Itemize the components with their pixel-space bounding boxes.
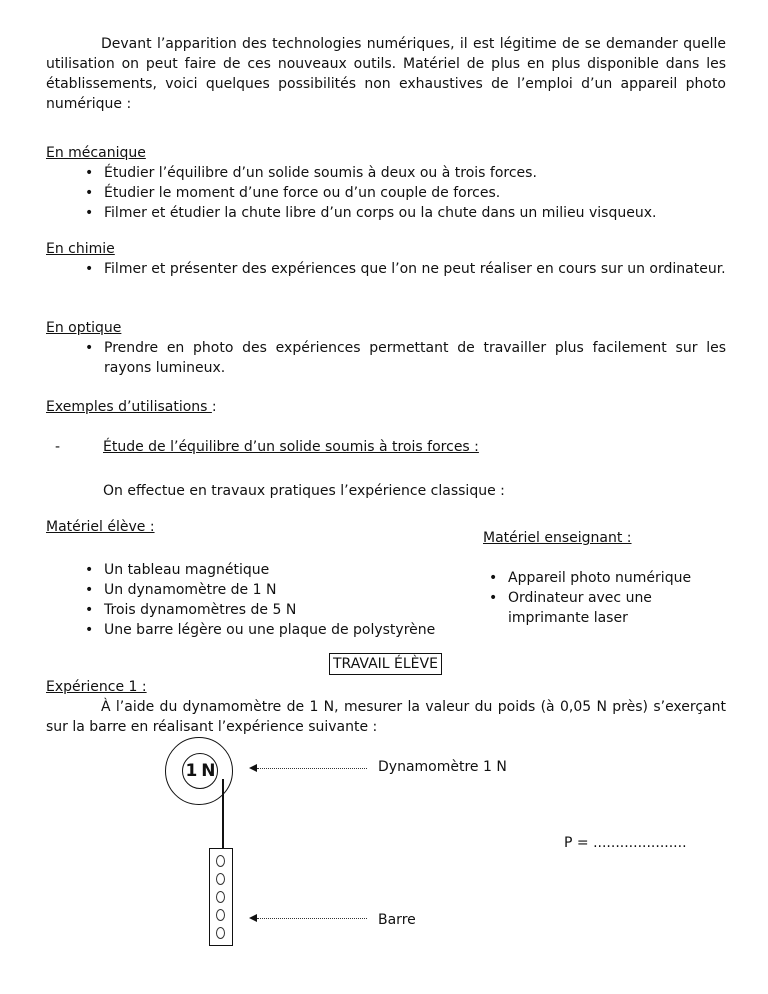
list-item: • Étudier l’équilibre d’un solide soumis à deux ou à trois forces. <box>82 163 726 183</box>
list-item: • Trois dynamomètres de 5 N <box>82 600 462 620</box>
section-title-optique: En optique <box>46 320 122 336</box>
section-title-exemples <box>46 397 217 417</box>
exemples-sentence: On effectue en travaux pratiques l’expérience classique : <box>103 483 505 499</box>
materiel-eleve-title: Matériel élève : <box>46 519 155 535</box>
list-materiel-eleve <box>82 560 462 640</box>
intro-paragraph: Devant l’apparition des technologies numériques, il est légitime de se demander quelle utilisation on peut faire de ces nouveaux outils. Matériel de plus en plus disponible dans les établissements, voici quelques possibilités non exhaustives de l’emploi d’un appareil photo numérique : <box>46 36 726 112</box>
dynamometer-dial-label: 1 N <box>185 761 215 781</box>
section-title-mecanique: En mécanique <box>46 145 146 161</box>
list-item: • Un tableau magnétique <box>82 560 462 580</box>
experience-1-title: Expérience 1 : <box>46 679 147 695</box>
arrow-line <box>257 918 367 919</box>
list-item: • Un dynamomètre de 1 N <box>82 580 462 600</box>
list-item: • Ordinateur avec une imprimante laser <box>486 588 716 628</box>
bar-hole <box>216 873 225 885</box>
weight-answer-field: P = ..................... <box>564 835 687 851</box>
materiel-enseignant-title: Matériel enseignant : <box>483 530 632 546</box>
list-item: • Une barre légère ou une plaque de polystyrène <box>82 620 462 640</box>
list-item: • Filmer et présenter des expériences que l’on ne peut réaliser en cours sur un ordinateur. <box>82 259 726 279</box>
list-chimie <box>82 259 726 279</box>
list-mecanique <box>82 163 726 223</box>
travail-eleve-box: TRAVAIL ÉLÈVE <box>329 653 442 675</box>
list-item: • Prendre en photo des expériences permettant de travailler plus facilement sur les rayons lumineux. <box>82 338 726 378</box>
bar-hole <box>216 891 225 903</box>
bar-figure <box>209 848 233 946</box>
exemples-title: Exemples d’utilisations <box>46 399 212 415</box>
exemples-colon: : <box>211 399 217 415</box>
arrow-line <box>257 768 367 769</box>
arrow-head-icon <box>249 914 257 922</box>
bar-hole <box>216 909 225 921</box>
exemples-subtitle: Étude de l’équilibre d’un solide soumis à trois forces : <box>103 439 479 455</box>
bar-hole <box>216 927 225 939</box>
list-materiel-enseignant <box>486 568 716 628</box>
experience-1-text: À l’aide du dynamomètre de 1 N, mesurer la valeur du poids (à 0,05 N près) s’exerçant sur la barre en réalisant l’expérience suivante : <box>46 699 726 735</box>
dynamometer-caption: Dynamomètre 1 N <box>378 759 507 775</box>
dash-marker: - <box>55 439 61 455</box>
arrow-head-icon <box>249 764 257 772</box>
list-optique <box>82 338 726 378</box>
dynamometer-dial <box>182 753 218 789</box>
section-title-chimie: En chimie <box>46 241 115 257</box>
bar-caption: Barre <box>378 912 416 928</box>
bar-hole <box>216 855 225 867</box>
list-item: • Étudier le moment d’une force ou d’un couple de forces. <box>82 183 726 203</box>
list-item: • Appareil photo numérique <box>486 568 716 588</box>
list-item: • Filmer et étudier la chute libre d’un corps ou la chute dans un milieu visqueux. <box>82 203 726 223</box>
